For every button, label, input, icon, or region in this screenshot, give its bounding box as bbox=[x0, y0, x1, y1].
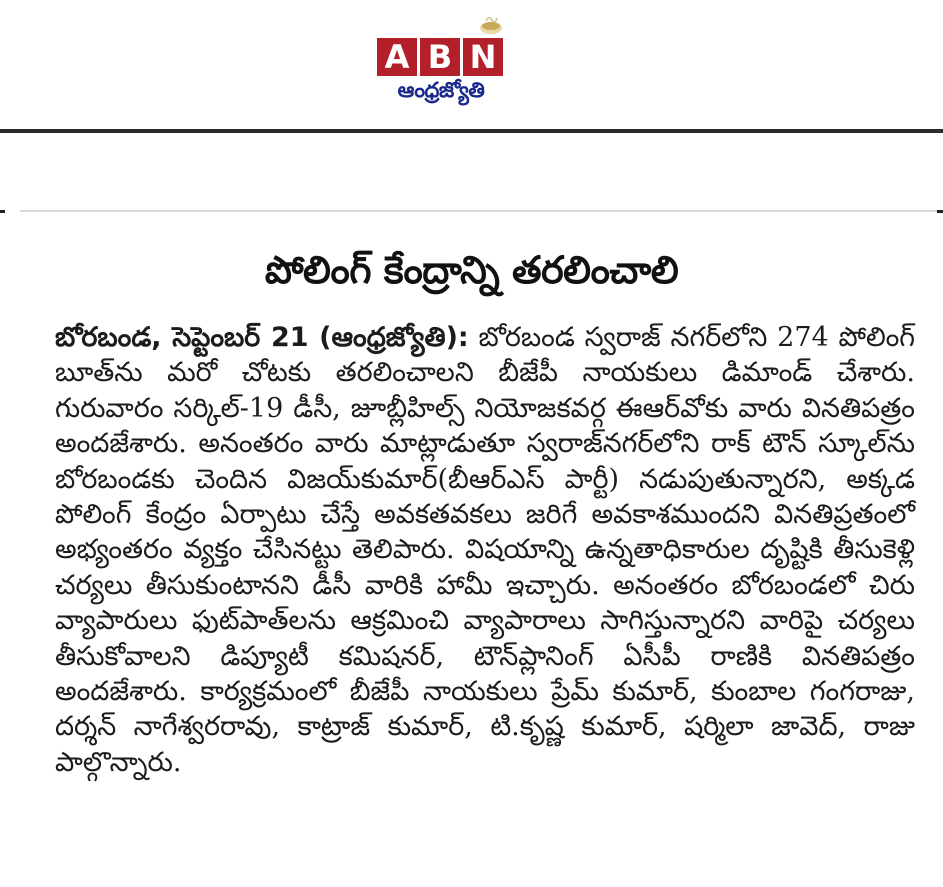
logo-letter-a: A bbox=[377, 38, 417, 76]
abn-letters bbox=[377, 38, 505, 76]
logo-letter-b: B bbox=[420, 38, 460, 76]
article-text: బోరబండ స్వరాజ్ నగర్‌లోని 274 పోలింగ్ బూత్‌ను మరో చోటకు తరలించాలని బీజేపీ నాయకులు డిమాండ్ చేశారు. గురువారం సర్కిల్-19 డీసీ, జూబ్లీహిల్స్ నియోజకవర్గ ఈఆర్‌వోకు వారు వినతిపత్రం అందజేశారు. అనంతరం వారు మాట్లాడుతూ స్వరాజ్‌నగర్‌లోని రాక్ టౌన్ స్కూల్‌ను బోరబండకు చెందిన విజయ్‌కుమార్(బీఆర్ఎస్ పార్టీ) నడుపుతున్నారని, అక్కడ పోలింగ్ కేంద్రం ఏర్పాటు చేస్తే అవకతవకలు జరిగే అవకాశముందని వినతిప్రతంలో అభ్యంతరం వ్యక్తం చేసినట్టు తెలిపారు. విషయాన్ని ఉన్నతాధికారుల దృష్టికి తీసుకెళ్లి చర్యలు తీసుకుంటానని డీసీ వారికి హామీ ఇచ్చారు. అనంతరం బోరబండలో చిరు వ్యాపారులు ఫుట్‌పాత్‌లను ఆక్రమించి వ్యాపారాలు సాగిస్తున్నారని వారిపై చర్యలు తీసుకోవాలని డిప్యూటీ కమిషనర్, టౌన్‌ప్లానింగ్ ఏసీపీ రాణికి వినతిపత్రం అందజేశారు. కార్యక్రమంలో బీజేపీ నాయకులు ప్రేమ్ కుమార్, కుంబాల గంగరాజు, దర్శన్ నాగేశ్వరరావు, కాట్రాజ్ కుమార్, టి.కృష్ణ కుమార్, షర్మిలా జావెద్, రాజు పాల్గొన్నారు. bbox=[55, 322, 915, 778]
masthead bbox=[0, 0, 943, 130]
logo-letter-n: N bbox=[463, 38, 503, 76]
article-headline: పోలింగ్ కేంద్రాన్ని తరలించాలి bbox=[264, 248, 679, 292]
coffee-cup-icon bbox=[477, 12, 505, 36]
article-dateline: బోరబండ, సెప్టెంబర్ 21 (ఆంధ్రజ్యోతి): bbox=[55, 322, 469, 353]
article-body bbox=[55, 320, 915, 780]
divider-right-tick bbox=[937, 210, 943, 213]
logo-subtitle: ఆంధ్రజ్యోతి bbox=[397, 78, 485, 102]
masthead-divider bbox=[0, 129, 943, 133]
divider-left-tick bbox=[0, 210, 5, 213]
article-top-divider bbox=[20, 210, 943, 212]
abn-andhrajyothy-logo bbox=[377, 38, 505, 110]
